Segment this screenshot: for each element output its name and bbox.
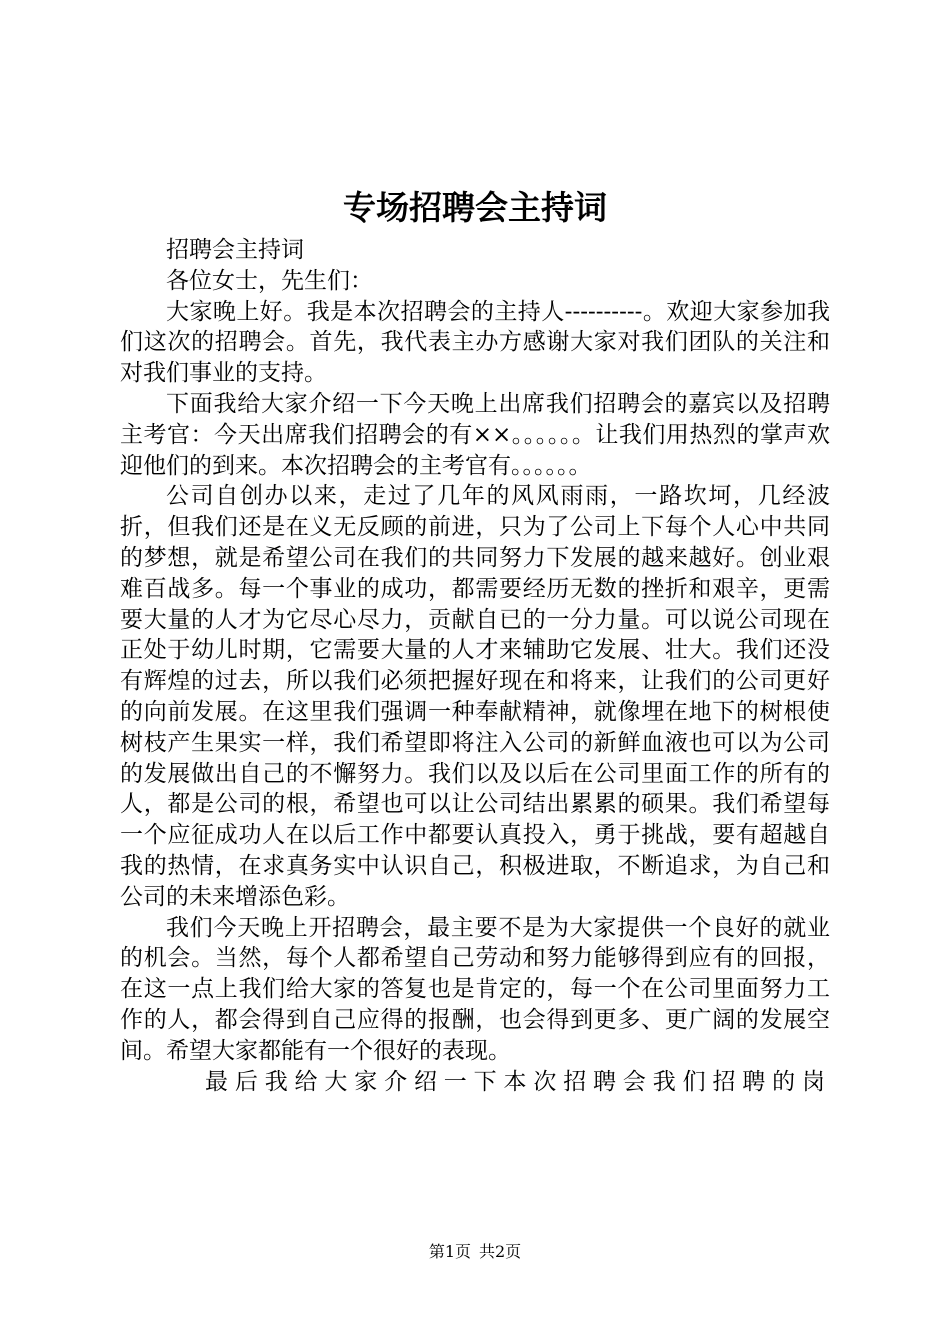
paragraph-heading: 招聘会主持词 <box>166 237 304 263</box>
paragraph-purpose: 我们今天晚上开招聘会，最主要不是为大家提供一个良好的就业的机会。当然，每个人都希望自己劳动和努力能够得到应有的回报，在这一点上我们给大家的答复也是肯定的，每一个在公司里面努力工作的人，都会得到自己应得的报酬，也会得到更多、更广阔的发展空间。希望大家都能有一个很好的表现。 <box>120 914 830 1064</box>
document-title: 专场招聘会主持词 <box>343 188 607 227</box>
paragraph-salutation: 各位女士，先生们： <box>166 267 373 294</box>
paragraph-guests: 下面我给大家介绍一下今天晚上出席我们招聘会的嘉宾以及招聘主考官：今天出席我们招聘会的有××。。。。。。让我们用热烈的掌声欢迎他们的到来。本次招聘会的主考官有。。。。。。 <box>120 390 830 479</box>
paragraph-company: 公司自创办以来，走过了几年的风风雨雨，一路坎坷，几经波折，但我们还是在义无反顾的前进，只为了公司上下每个人心中共同的梦想，就是希望公司在我们的共同努力下发展的越来越好。创业艰难百战多。每一个事业的成功，都需要经历无数的挫折和艰辛，更需要大量的人才为它尽心尽力，贡献自已的一分力量。可以说公司现在正处于幼儿时期，它需要大量的人才来辅助它发展、壮大。我们还没有辉煌的过去，所以我们必须把握好现在和将来，让我们的公司更好的向前发展。在这里我们强调一种奉献精神，就像埋在地下的树根使树枝产生果实一样，我们希望即将注入公司的新鲜血液也可以为公司的发展做出自己的不懈努力。我们以及以后在公司里面工作的所有的人，都是公司的根，希望也可以让公司结出累累的硕果。我们希望每一个应征成功人在以后工作中都要认真投入，勇于挑战，要有超越自我的热情，在求真务实中认识自己，积极进取，不断追求，为自己和公司的未来增添色彩。 <box>120 483 830 910</box>
page-number: 第1页 <box>428 1242 471 1261</box>
paragraph-closing: 最后我给大家介绍一下本次招聘会我们招聘的岗 <box>205 1068 830 1095</box>
paragraph-greeting: 大家晚上好。我是本次招聘会的主持人----------。欢迎大家参加我们这次的招聘会。首先，我代表主办方感谢大家对我们团队的关注和对我们事业的支持。 <box>120 298 830 387</box>
page-footer <box>0 1240 950 1264</box>
document-body <box>120 235 830 1097</box>
page-total: 共2页 <box>479 1242 522 1261</box>
